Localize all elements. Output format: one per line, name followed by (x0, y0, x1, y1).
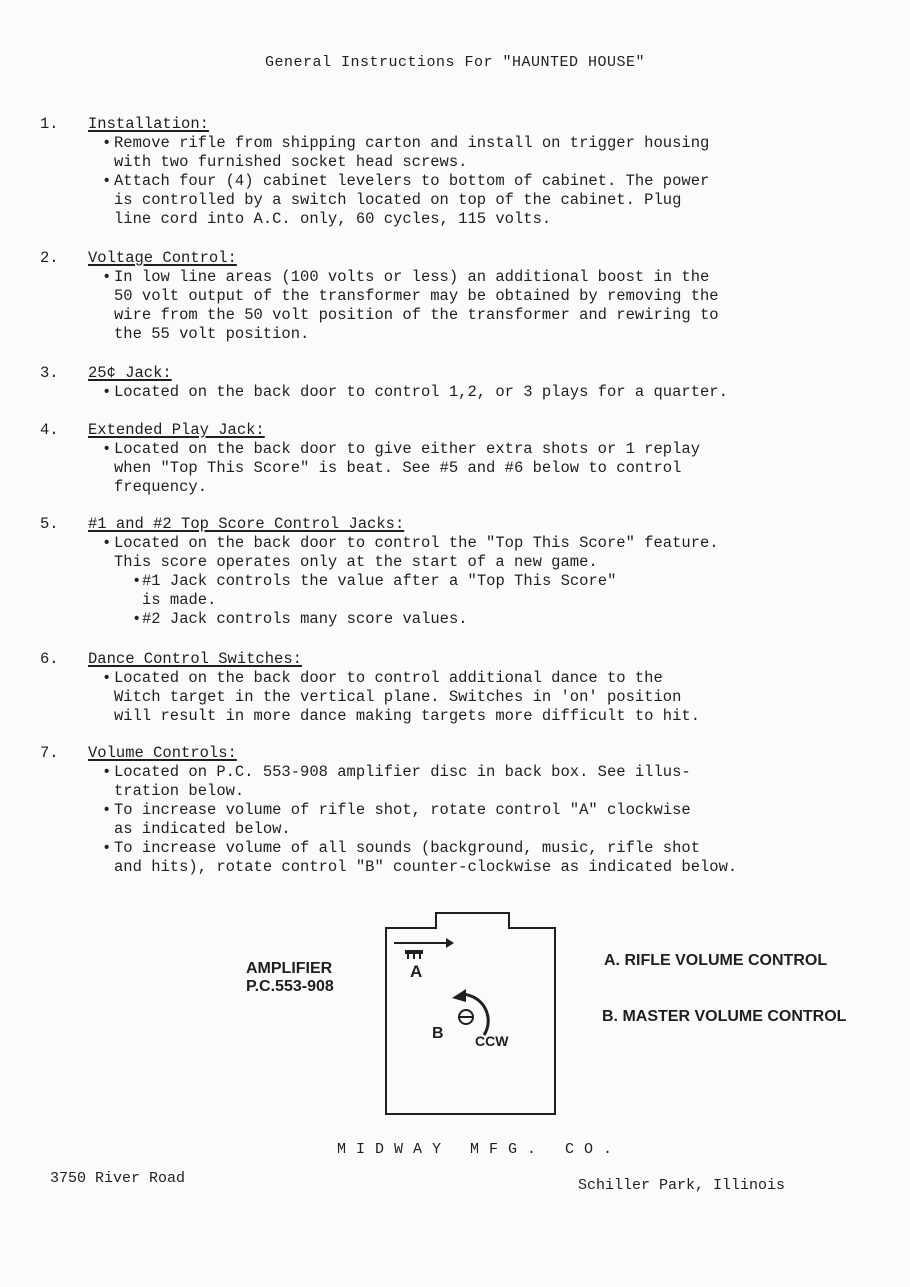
list-item: • Remove rifle from shipping carton and install on trigger housing with two furnished socket head screws. (102, 134, 710, 171)
list-item: • Located on P.C. 553-908 amplifier disc in back box. See illus- tration below. (102, 763, 691, 800)
sub-list-item: • #2 Jack controls many score values. (132, 610, 468, 628)
legend-rifle-volume: A. RIFLE VOLUME CONTROL (604, 952, 828, 969)
sub-list-item: • #1 Jack controls the value after a "Top This Score" is made. (132, 572, 617, 609)
ccw-label: CCW (475, 1033, 509, 1049)
company-city: Schiller Park, Illinois (578, 1177, 786, 1194)
section-heading: 25¢ Jack: (88, 364, 172, 382)
section-heading: Installation: (88, 115, 209, 133)
list-item: • Located on the back door to control additional dance to the Witch target in the vertical plane. Switches in 'on' position will result in more dance making targets more difficult to hit. (102, 669, 700, 725)
control-a-icon (405, 950, 423, 954)
control-b-label: B (432, 1025, 444, 1042)
list-item: • Attach four (4) cabinet levelers to bottom of cabinet. The power is controlled by a switch located on top of the cabinet. Plug line cord into A.C. only, 60 cycles, 115 volts. (102, 172, 710, 228)
section-heading: Extended Play Jack: (88, 421, 265, 439)
section-number: 3. (40, 364, 59, 382)
section-number: 2. (40, 249, 59, 267)
section-number: 5. (40, 515, 59, 533)
section-heading: Voltage Control: (88, 249, 237, 267)
section-heading: #1 and #2 Top Score Control Jacks: (88, 515, 405, 533)
section-number: 4. (40, 421, 59, 439)
list-item: • To increase volume of all sounds (background, music, rifle shot and hits), rotate control "B" counter-clockwise as indicated below. (102, 839, 738, 876)
section-number: 1. (40, 115, 59, 133)
legend-master-volume: B. MASTER VOLUME CONTROL (602, 1008, 847, 1025)
counter-clockwise-arrow-icon (462, 994, 488, 1035)
section-number: 6. (40, 650, 59, 668)
company-address: 3750 River Road (50, 1170, 186, 1187)
amplifier-board-outline (386, 913, 555, 1114)
amplifier-label: AMPLIFIER P.C.553-908 (246, 960, 334, 995)
section-number: 7. (40, 744, 59, 762)
control-b-knob-icon (459, 1010, 473, 1024)
list-item: • In low line areas (100 volts or less) an additional boost in the 50 volt output of the transformer may be obtained by removing the wire from the 50 volt position of the transformer and rewiring to the 55 volt position. (102, 268, 719, 343)
list-item: • Located on the back door to give either extra shots or 1 replay when "Top This Score" is beat. See #5 and #6 below to control frequency. (102, 440, 700, 496)
list-item: • Located on the back door to control 1,2, or 3 plays for a quarter. (102, 383, 728, 401)
list-item: • To increase volume of rifle shot, rotate control "A" clockwise as indicated below. (102, 801, 691, 838)
section-heading: Dance Control Switches: (88, 650, 302, 668)
page-title: General Instructions For "HAUNTED HOUSE" (264, 54, 646, 71)
company-name: MIDWAY MFG. CO. (337, 1141, 623, 1158)
section-heading: Volume Controls: (88, 744, 237, 762)
list-item: • Located on the back door to control the "Top This Score" feature. This score operates only at the start of a new game. (102, 534, 719, 571)
control-a-label: A (410, 962, 423, 981)
